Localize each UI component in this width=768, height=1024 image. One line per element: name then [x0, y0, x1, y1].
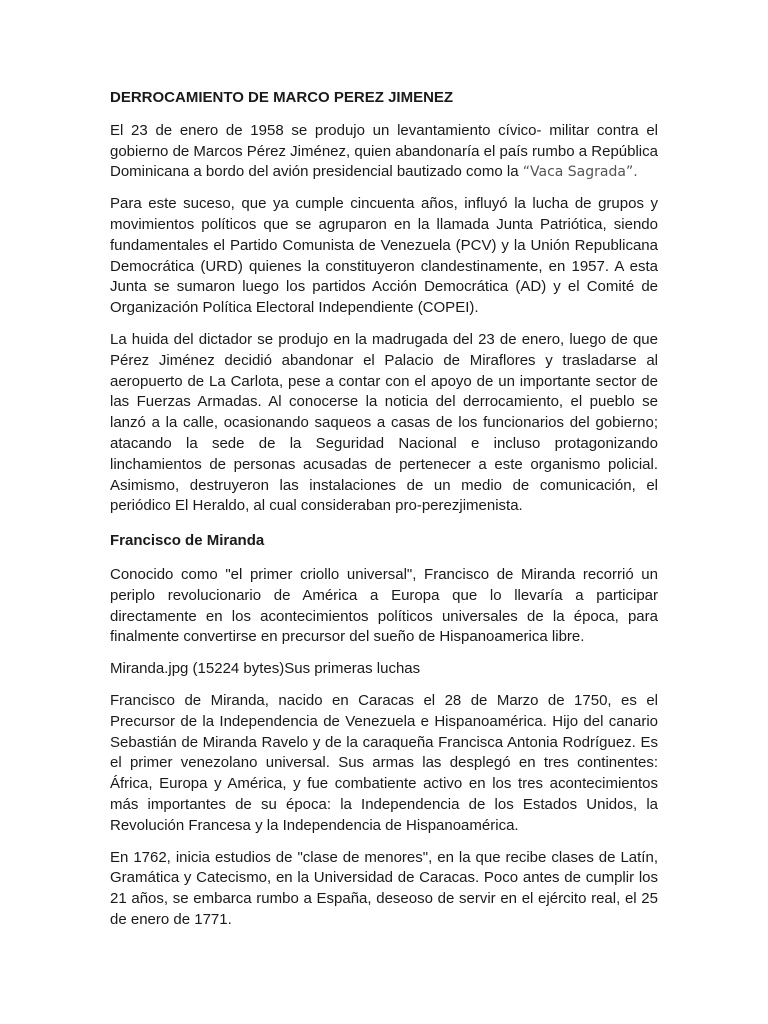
paragraph-1-quote: “Vaca Sagrada”. [522, 164, 638, 181]
paragraph-3: La huida del dictador se produjo en la madrugada del 23 de enero, luego de que Pérez Jiménez decidió abandonar el Palacio de Miraflores y trasladarse al aeropuerto de La Carlota, pese a contar con el apoyo de un importante sector de las Fuerzas Armadas. Al conocerse la noticia del derrocamiento, el pueblo se lanzó a la calle, ocasionando saqueos a casas de los funcionarios del gobierno; atacando la sede de la Seguridad Nacional e incluso protagonizando linchamientos de personas acusadas de pertenecer a este organismo policial. Asimismo, destruyeron las instalaciones de un medio de comunicación, el periódico El Heraldo, al cual consideraban pro-perezjimenista. [110, 330, 658, 515]
section-heading: Francisco de Miranda [110, 532, 265, 550]
paragraph-5: Miranda.jpg (15224 bytes)Sus primeras luchas [110, 660, 421, 678]
paragraph-4: Conocido como "el primer criollo universal", Francisco de Miranda recorrió un periplo revolucionario de América a Europa que lo llevaría a participar directamente en los acontecimientos políticos universales de la época, para finalmente convertirse en precursor del sueño de Hispanoamerica libre. [110, 565, 658, 646]
paragraph-7: En 1762, inicia estudios de "clase de menores", en la que recibe clases de Latín, Gramática y Catecismo, en la Universidad de Caracas. Poco antes de cumplir los 21 años, se embarca rumbo a España, deseoso de servir en el ejército real, el 25 de enero de 1771. [110, 848, 658, 928]
paragraph-6: Francisco de Miranda, nacido en Caracas el 28 de Marzo de 1750, es el Precursor de la Independencia de Venezuela e Hispanoamérica. Hijo del canario Sebastián de Miranda Ravelo y de la caraqueña Francisca Antonia Rodríguez. Es el primer venezolano universal. Sus armas las desplegó en tres continentes: África, Europa y América, y fue combatiente activo en los tres acontecimientos más importantes de su época: la Independencia de los Estados Unidos, la Revolución Francesa y la Independencia de Hispanoamérica. [110, 691, 658, 834]
paragraph-2: Para este suceso, que ya cumple cincuenta años, influyó la lucha de grupos y movimientos políticos que se agruparon en la llamada Junta Patriótica, siendo fundamentales el Partido Comunista de Venezuela (PCV) y la Unión Republicana Democrática (URD) quienes la constituyeron clandestinamente, en 1957. A esta Junta se sumaron luego los partidos Acción Democrática (AD) y el Comité de Organización Política Electoral Independiente (COPEI). [110, 195, 658, 317]
document-title: DERROCAMIENTO DE MARCO PEREZ JIMENEZ [110, 89, 454, 106]
paragraph-1-text: El 23 de enero de 1958 se produjo un levantamiento cívico- militar contra el gobierno de Marcos Pérez Jiménez, quien abandonaría el país rumbo a República Dominicana a bordo del avión presidencial bautizado como la [110, 121, 658, 181]
paragraph-1 [110, 121, 658, 183]
